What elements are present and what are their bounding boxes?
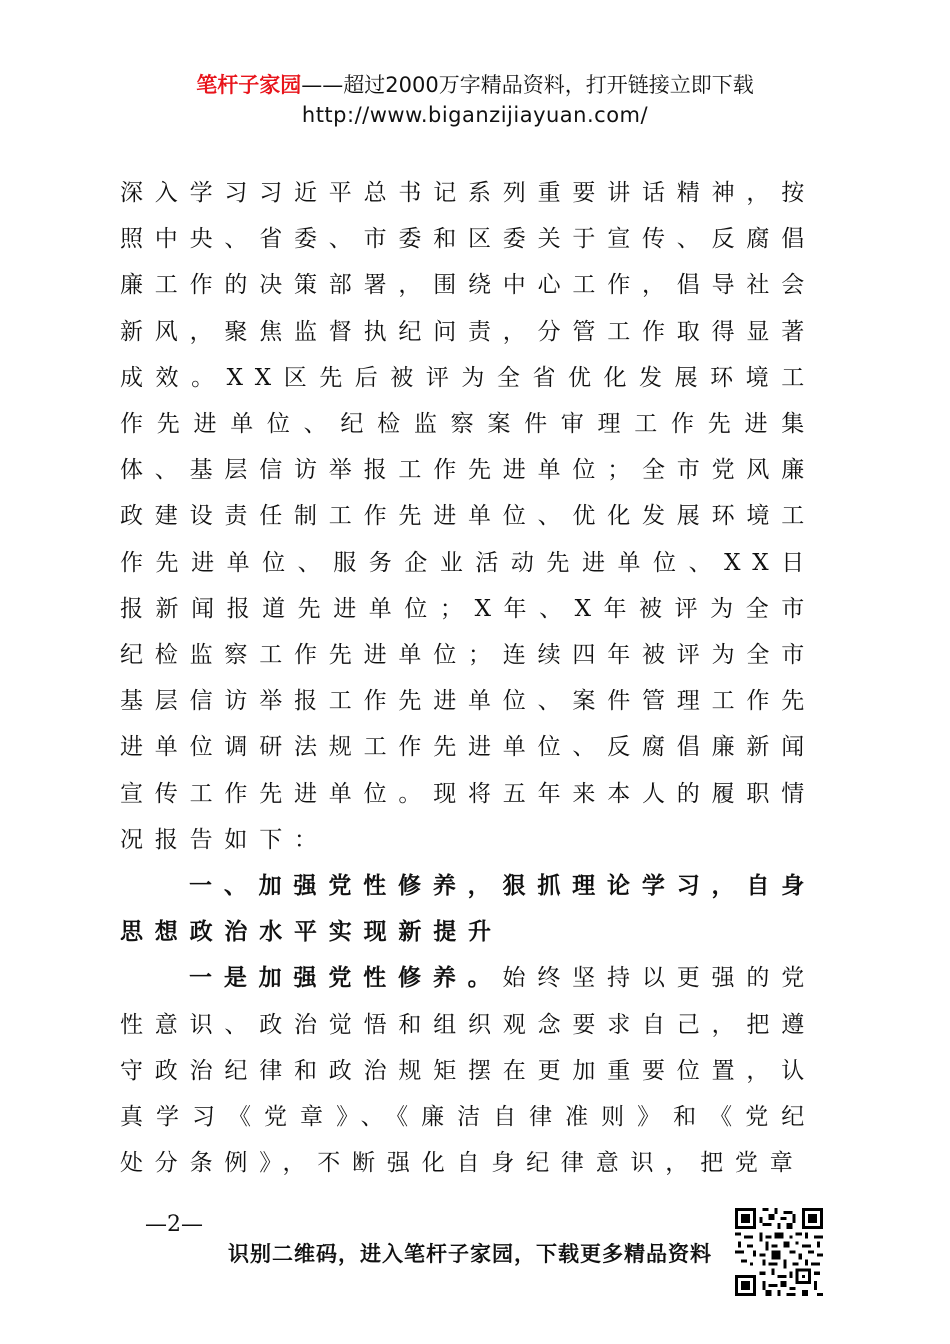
qr-code-icon[interactable]	[735, 1208, 823, 1296]
footer-note: 识别二维码，进入笔杆子家园，下载更多精品资料	[228, 1241, 712, 1266]
section-heading-1: 一、加强党性修养，狠抓理论学习，自身思想政治水平实现新提升	[120, 873, 816, 946]
paragraph-text: 始终坚持以更强的党性意识、政治觉悟和组织观念要求自己，把遵守政治纪律和政治规矩摆在更加重要位置，认真学习《党章》、《廉洁自律准则》和《党纪处分条例》，不断强化自身纪律意识，把党章	[120, 965, 816, 1177]
page-number: —2—	[145, 1212, 203, 1237]
paragraph-party-cultivation	[120, 955, 816, 1186]
paragraph-intro: 深入学习习近平总书记系列重要讲话精神，按照中央、省委、市委和区委关于宣传、反腐倡廉工作的决策部署，围绕中心工作，倡导社会新风，聚焦监督执纪问责，分管工作取得显著成效。XX区先后被评为全省优化发展环境工作先进单位、纪检监察案件审理工作先进集体、基层信访举报工作先进单位；全市党风廉政建设责任制工作先进单位、优化发展环境工作先进单位、服务企业活动先进单位、XX日报新闻报道先进单位；X年、X年被评为全市纪检监察工作先进单位；连续四年被评为全市基层信访举报工作先进单位、案件管理工作先进单位调研法规工作先进单位、反腐倡廉新闻宣传工作先进单位。现将五年来本人的履职情况报告如下：	[120, 180, 816, 853]
document-body	[120, 170, 816, 1186]
page-header	[0, 70, 950, 130]
paragraph-lead: 一是加强党性修养。	[189, 965, 503, 992]
header-url[interactable]: http://www.biganzijiayuan.com/	[301, 103, 649, 127]
brand-name: 笔杆子家园	[196, 73, 302, 97]
header-tagline: ——超过2000万字精品资料，打开链接立即下载	[301, 73, 754, 97]
